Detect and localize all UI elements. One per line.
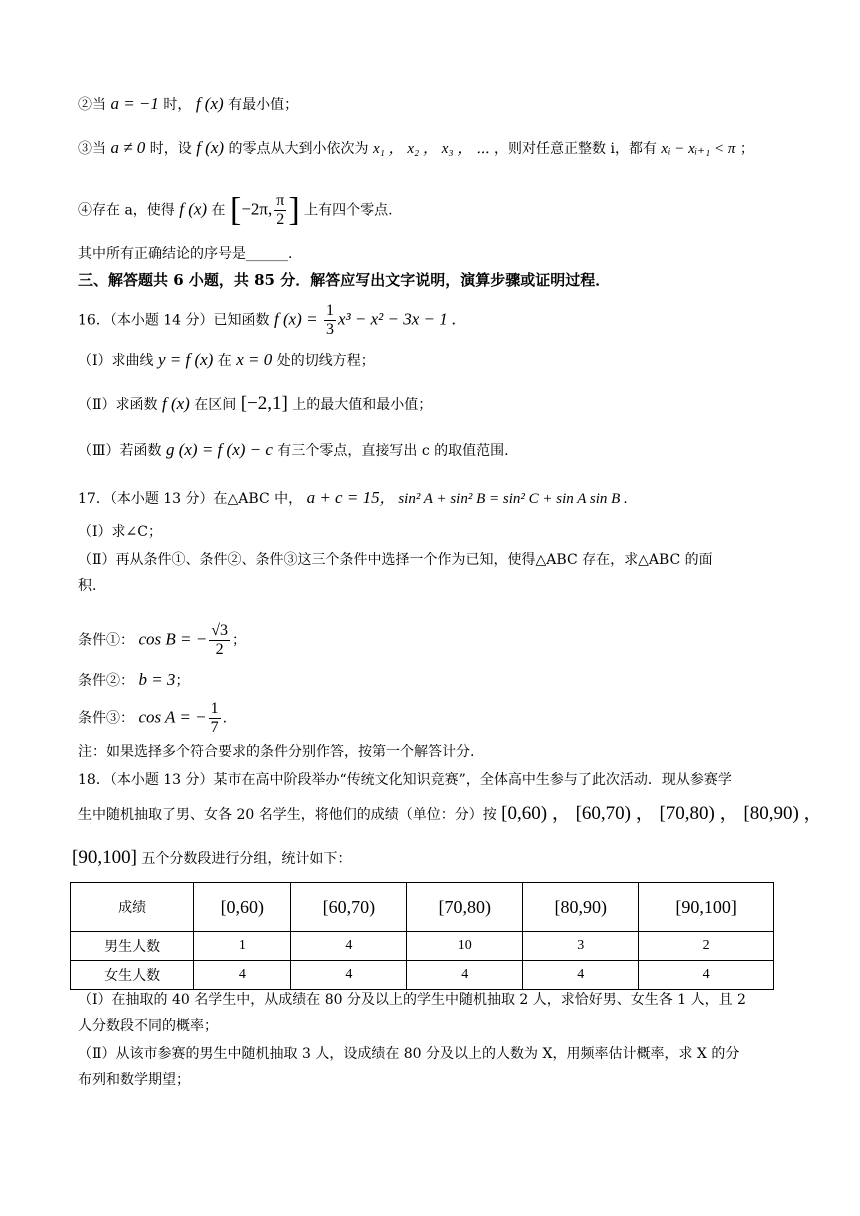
math-expr: f (x) [195, 94, 224, 113]
text: ③当 [78, 141, 106, 157]
q15-item-3 [78, 138, 754, 159]
numerator: 1 [326, 302, 334, 319]
q16-part-1 [78, 350, 375, 371]
q18-part-1-line-1: （Ⅰ）在抽取的 40 名学生中，从成绩在 80 分及以上的学生中随机抽取 2 人，求恰好男、女生各 1 人，且 2 [78, 992, 746, 1008]
fraction [274, 192, 286, 229]
text: 在区间 [194, 397, 237, 413]
text: 有最小值； [228, 97, 299, 113]
table-cell: 2 [639, 932, 774, 961]
table-header-cell: [80,90) [523, 883, 639, 932]
text: 的零点从大到小依次为 [228, 141, 369, 157]
math-expr: a + c = 15 [306, 488, 380, 507]
table-header-cell: [60,70) [291, 883, 407, 932]
table-cell: 1 [194, 932, 291, 961]
q16-intro [78, 302, 456, 339]
table-row [71, 932, 774, 961]
table-header-cell: [0,60) [194, 883, 291, 932]
text: 上的最大值和最小值； [292, 397, 433, 413]
q17-condition-2 [78, 670, 189, 691]
text: ，则对任意正整数 i，都有 [494, 141, 657, 157]
math-expr: −2π, [241, 199, 273, 219]
table-cell: 4 [407, 961, 523, 990]
table-cell: 3 [523, 932, 639, 961]
text: （Ⅲ）若函数 [78, 443, 162, 459]
text: 生中随机抽取了男、女各 20 名学生，将他们的成绩（单位：分）按 [78, 807, 497, 823]
math-expr: y = f (x) [157, 350, 214, 369]
text: 在 [211, 202, 226, 219]
table-header-cell: 成绩 [71, 883, 194, 932]
text: 在 [217, 353, 232, 369]
q18-line-3 [72, 846, 351, 871]
text: 上有四个零点. [304, 202, 393, 219]
q15-answer-prompt: 其中所有正确结论的序号是______. [78, 246, 293, 262]
math-expr: f (x) [161, 394, 190, 413]
math-expr: g (x) = f (x) − c [165, 440, 273, 459]
q17-intro [78, 488, 628, 509]
bracket-left: [ [230, 191, 242, 229]
numerator: π [276, 192, 285, 209]
table-cell: 4 [291, 961, 407, 990]
text: 五个分数段进行分组，统计如下： [141, 851, 352, 867]
text: ； [739, 141, 754, 157]
text: ； [175, 673, 190, 689]
q16-part-2 [78, 394, 432, 415]
text: ②当 [78, 97, 106, 113]
text: ； [231, 632, 246, 649]
table-header-cell: [90,100] [639, 883, 774, 932]
fraction [209, 622, 230, 659]
table-cell: 10 [407, 932, 523, 961]
fraction [324, 302, 336, 339]
q16-part-3 [78, 440, 509, 461]
q17-part-2-line-1: （Ⅱ）再从条件①、条件②、条件③这三个条件中选择一个作为已知，使得△ABC 存在，求△ABC 的面 [78, 552, 713, 568]
text: 条件①： [78, 632, 134, 649]
math-expr: x = 0 [236, 350, 273, 369]
math-expr: a = −1 [110, 94, 159, 113]
q17-note: 注：如果选择多个符合要求的条件分别作答，按第一个解答计分. [78, 744, 475, 760]
text: 16．（本小题 14 分）已知函数 [78, 312, 270, 329]
math-expr: [0,60) ， [60,70) ， [70,80) ， [80,90) ， [501, 803, 823, 824]
table-header-cell: [70,80) [407, 883, 523, 932]
text: 条件②： [78, 673, 134, 689]
bracket-right: ] [288, 191, 300, 229]
q18-part-1-line-2: 人分数段不同的概率； [78, 1018, 218, 1034]
q17-part-2-line-2: 积. [78, 578, 97, 594]
text: ④存在 a，使得 [78, 202, 175, 219]
text: 有三个零点，直接写出 c 的取值范围. [277, 443, 509, 459]
text: 时， [163, 97, 192, 113]
text: 处的切线方程； [276, 353, 375, 369]
table-cell: 4 [523, 961, 639, 990]
q15-item-4 [78, 192, 393, 229]
q18-part-2-line-2: 布列和数学期望； [78, 1072, 190, 1088]
section-heading: 三、解答题共 6 小题，共 85 分．解答应写出文字说明，演算步骤或证明过程． [78, 271, 611, 289]
q18-line-2 [78, 802, 823, 827]
text: （Ⅱ）求函数 [78, 397, 158, 413]
q17-condition-1 [78, 622, 246, 659]
text: . [222, 710, 228, 727]
denominator: 2 [215, 641, 224, 658]
math-expr: x³ − x² − 3x − 1 . [338, 309, 457, 329]
math-expr: x₁ ， x₂ ， x₃ ， ⋯ [372, 141, 490, 157]
q17-part-1: （Ⅰ）求∠C； [78, 524, 162, 540]
denominator: 2 [276, 211, 285, 228]
math-expr: [−2,1] [240, 393, 288, 414]
math-expr: ， sin² A + sin² B = sin² C + sin A sin B . [379, 491, 628, 507]
q17-condition-3 [78, 700, 227, 737]
text: 17．（本小题 13 分）在△ABC 中， [78, 491, 303, 507]
denominator: 3 [326, 321, 334, 338]
math-expr: [90,100] [72, 847, 137, 868]
denominator: 7 [210, 719, 219, 736]
table-cell: 4 [194, 961, 291, 990]
math-expr: f (x) [196, 138, 225, 157]
q15-item-2 [78, 94, 298, 115]
table-header-row [71, 883, 774, 932]
text: 条件③： [78, 710, 134, 727]
fraction [209, 700, 221, 737]
math-expr: cos A = − [138, 707, 207, 727]
math-expr: f (x) [179, 199, 208, 219]
math-expr: a ≠ 0 [110, 138, 146, 157]
table-cell: 男生人数 [71, 932, 194, 961]
table-row [71, 961, 774, 990]
text: 时，设 [149, 141, 192, 157]
math-expr: xᵢ − xᵢ₊₁ < π [661, 141, 736, 157]
table-cell: 4 [639, 961, 774, 990]
math-expr: b = 3 [138, 670, 176, 689]
table-cell: 4 [291, 932, 407, 961]
table-cell: 女生人数 [71, 961, 194, 990]
math-expr: f (x) = [273, 309, 318, 329]
q18-part-2-line-1: （Ⅱ）从该市参赛的男生中随机抽取 3 人，设成绩在 80 分及以上的人数为 X，用频率估计概率，求 X 的分 [78, 1046, 740, 1062]
q18-line-1: 18．（本小题 13 分）某市在高中阶段举办“传统文化知识竞赛”，全体高中生参与了此次活动．现从参赛学 [78, 772, 732, 788]
numerator: √3 [211, 622, 228, 639]
math-expr: cos B = − [138, 629, 208, 649]
numerator: 1 [210, 700, 219, 717]
text: （Ⅰ）求曲线 [78, 353, 154, 369]
score-table [70, 882, 774, 990]
